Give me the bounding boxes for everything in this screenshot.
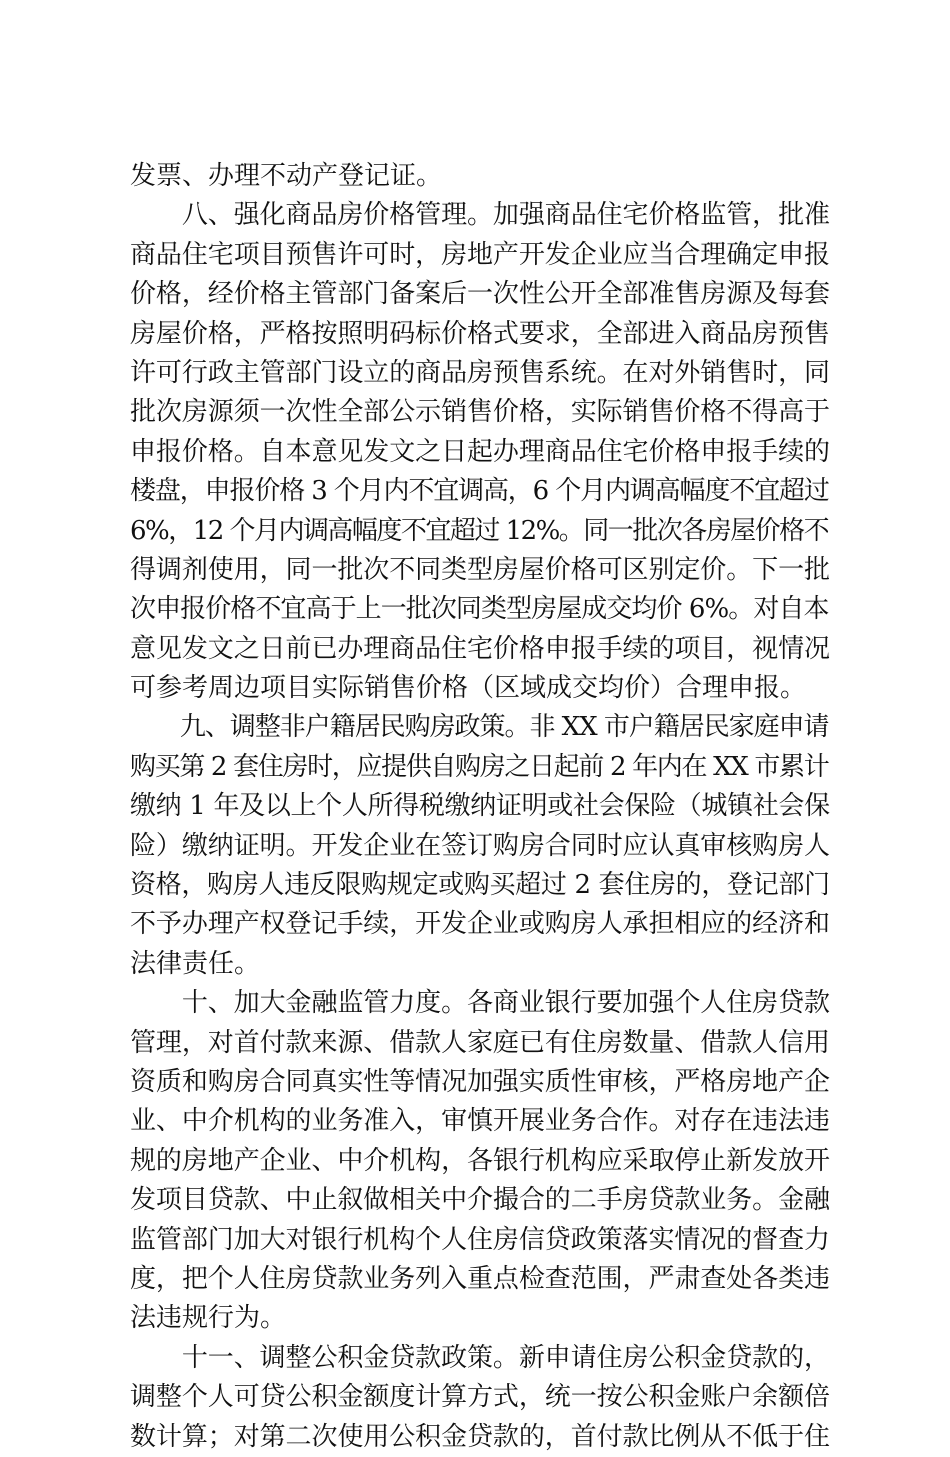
text-line: 缴纳 1 年及以上个人所得税缴纳证明或社会保险（城镇社会保 bbox=[130, 791, 830, 822]
text-line: 管理，对首付款来源、借款人家庭已有住房数量、借款人信用 bbox=[130, 1027, 830, 1058]
text-line: 发项目贷款、中止叙做相关中介撮合的二手房贷款业务。金融 bbox=[130, 1185, 830, 1216]
text-line: 价格，经价格主管部门备案后一次性公开全部准售房源及每套 bbox=[130, 279, 830, 310]
text-line: 八、强化商品房价格管理。加强商品住宅价格监管，批准 bbox=[130, 200, 830, 231]
text-line: 发票、办理不动产登记证。 bbox=[130, 161, 443, 191]
text-line: 法律责任。 bbox=[130, 948, 261, 979]
text-line: 批次房源须一次性全部公示销售价格，实际销售价格不得高于 bbox=[130, 397, 830, 428]
text-line: 可参考周边项目实际销售价格（区域成交均价）合理申报。 bbox=[130, 673, 807, 704]
text-line: 业、中介机构的业务准入，审慎开展业务合作。对存在违法违 bbox=[130, 1106, 830, 1137]
text-line: 申报价格。自本意见发文之日起办理商品住宅价格申报手续的 bbox=[130, 436, 830, 467]
text-line: 房屋价格，严格按照明码标价格式要求，全部进入商品房预售 bbox=[130, 318, 830, 349]
text-line: 资质和购房合同真实性等情况加强实质性审核，严格房地产企 bbox=[130, 1066, 830, 1097]
document-body bbox=[130, 157, 830, 1457]
text-line: 数计算；对第二次使用公积金贷款的，首付款比例从不低于住 bbox=[130, 1421, 830, 1452]
text-line: 九、调整非户籍居民购房政策。非 XX 市户籍居民家庭申请 bbox=[130, 712, 829, 743]
text-line: 监管部门加大对银行机构个人住房信贷政策落实情况的督查力 bbox=[130, 1224, 830, 1255]
text-line: 次申报价格不宜高于上一批次同类型房屋成交均价 6%。对自本 bbox=[130, 594, 829, 625]
text-line: 购买第 2 套住房时，应提供自购房之日起前 2 年内在 XX 市累计 bbox=[130, 751, 829, 782]
text-line: 商品住宅项目预售许可时，房地产开发企业应当合理确定申报 bbox=[130, 239, 830, 270]
text-line: 得调剂使用，同一批次不同类型房屋价格可区别定价。下一批 bbox=[130, 554, 830, 585]
text-line: 法违规行为。 bbox=[130, 1303, 287, 1334]
text-line: 险）缴纳证明。开发企业在签订购房合同时应认真审核购房人 bbox=[130, 830, 830, 861]
text-line: 规的房地产企业、中介机构，各银行机构应采取停止新发放开 bbox=[130, 1145, 830, 1176]
text-line: 十、加大金融监管力度。各商业银行要加强个人住房贷款 bbox=[130, 988, 830, 1019]
text-line: 6%，12 个月内调高幅度不宜超过 12%。同一批次各房屋价格不 bbox=[130, 515, 829, 546]
text-line: 十一、调整公积金贷款政策。新申请住房公积金贷款的， bbox=[130, 1342, 830, 1373]
text-line: 楼盘，申报价格 3 个月内不宜调高，6 个月内调高幅度不宜超过 bbox=[130, 476, 829, 507]
text-line: 意见发文之日前已办理商品住宅价格申报手续的项目，视情况 bbox=[130, 633, 830, 664]
text-line: 不予办理产权登记手续，开发企业或购房人承担相应的经济和 bbox=[130, 909, 830, 940]
text-line: 许可行政主管部门设立的商品房预售系统。在对外销售时，同 bbox=[130, 357, 830, 388]
text-line: 资格，购房人违反限购规定或购买超过 2 套住房的，登记部门 bbox=[130, 870, 830, 901]
text-line: 调整个人可贷公积金额度计算方式，统一按公积金账户余额倍 bbox=[130, 1382, 830, 1413]
text-line: 度，把个人住房贷款业务列入重点检查范围，严肃查处各类违 bbox=[130, 1263, 830, 1294]
